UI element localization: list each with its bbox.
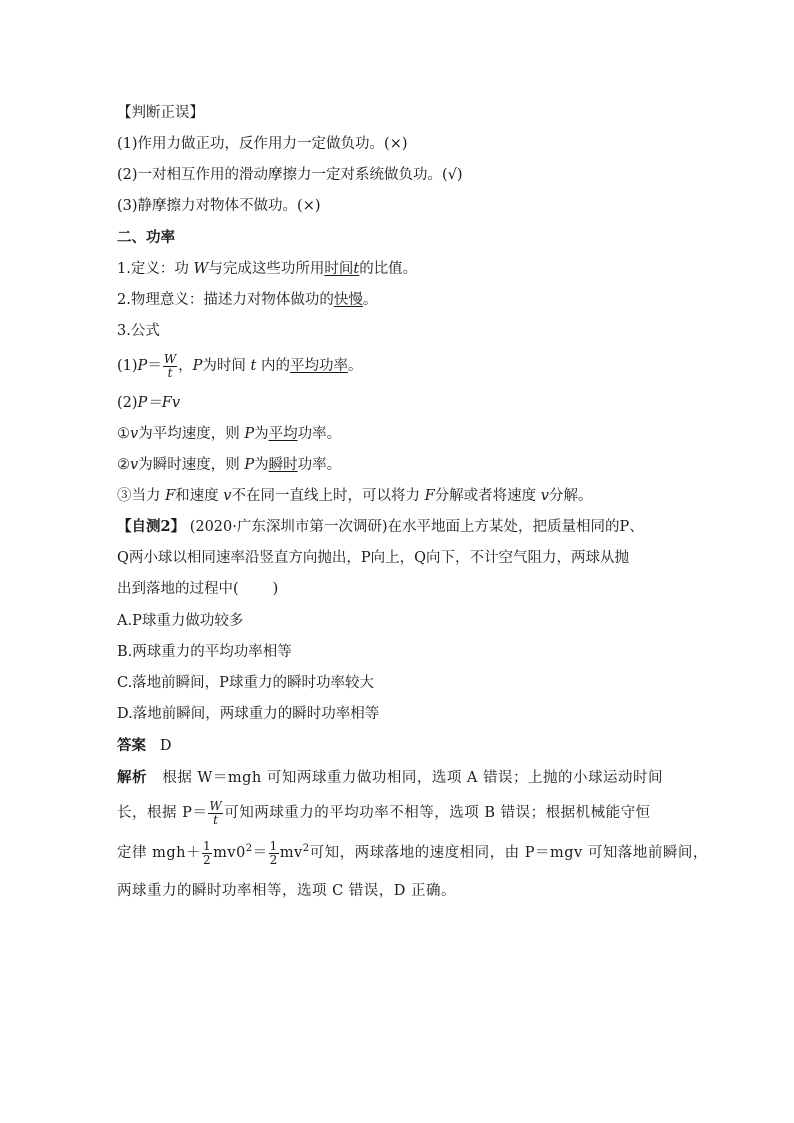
question-line-1 [117,517,644,537]
denominator: t [213,812,219,827]
statement-3 [117,196,321,216]
formula-heading [117,321,160,341]
option-c [117,673,374,693]
text: ③当力 [117,488,166,504]
text: 时间 [324,261,354,277]
question-text: Q两小球以相同速率沿竖直方向抛出，P向上，Q向下，不计空气阻力，两球从抛 [117,550,630,566]
explanation-text: 根据 W＝mgh 可知两球重力做功相同，选项 A 错误；上抛的小球运动时间 [162,770,664,786]
explanation-text: 定律 mgh＋ [117,845,201,861]
question-text: 出到落地的过程中( [117,581,239,597]
case-3-line [117,486,592,506]
text: 3.公式 [117,323,160,339]
denominator: 2 [269,852,278,867]
text: 1.定义：功 [117,261,194,277]
option-b [117,642,292,662]
symbol-v: v [130,426,139,442]
text: ① [117,426,130,442]
text: 分解或者将速度 [434,488,541,504]
symbol-f: F [424,488,435,504]
denominator: t [167,365,173,380]
explanation-text: 长，根据 P＝ [117,805,208,821]
title-text: 【判断正误】 [117,105,204,121]
fraction-one-half [269,840,279,867]
text: 功率。 [297,426,342,442]
question-text: ) [272,581,279,597]
symbol-v: v [540,488,549,504]
section-title-power [117,228,175,248]
text: ② [117,457,130,473]
option-text: D.落地前瞬间，两球重力的瞬时功率相等 [117,706,380,722]
text: 。 [362,292,378,308]
statement-text: (3)静摩擦力对物体不做功。(×) [117,198,321,214]
fraction-w-over-t [208,800,223,827]
text: 为平均速度，则 [138,426,245,442]
statement-text: (2)一对相互作用的滑动摩擦力一定对系统做负功。(√) [117,167,463,183]
explanation-text: mv [279,845,303,861]
explanation-line-1 [117,768,663,788]
symbol-w: W [193,261,209,277]
explanation-text: ＝ [252,845,268,861]
explanation-label: 解析 [117,769,147,786]
text: ＝ [147,358,162,374]
formula-1-line [117,352,362,380]
symbol-v: v [130,457,139,473]
text: 为时间 [202,358,251,374]
answer-line [117,736,171,756]
text: 为 [254,457,269,473]
statement-1 [117,134,408,154]
superscript: 2 [302,843,310,855]
denominator: 2 [202,852,212,867]
underlined-text: 快慢 [333,292,363,308]
symbol-v: v [223,488,232,504]
fraction-w-over-t [163,353,177,380]
symbol-p: P [244,426,255,442]
explanation-line-3 [117,839,708,867]
section-title-true-false [117,103,204,123]
option-a [117,611,243,631]
option-d [117,704,379,724]
text: 为瞬时速度，则 [138,457,245,473]
numerator: 1 [202,838,212,853]
symbol-p: P [137,358,148,374]
underlined-text: 平均功率 [289,358,348,374]
text: 分解。 [548,488,593,504]
title-text: 二、功率 [117,229,175,246]
symbol-p: P [244,457,255,473]
underlined-text: 瞬时 [268,457,298,473]
text: 不在同一直线上时，可以将力 [231,488,425,504]
text: 和速度 [175,488,224,504]
explanation-text: 可知，两球落地的速度相同，由 P＝mgv 可知落地前瞬间， [309,845,708,861]
superscript: 2 [245,843,253,855]
text: 。 [347,358,363,374]
explanation-line-2 [117,799,651,827]
underlined-text: 平均 [268,426,298,442]
explanation-line-4 [117,881,456,901]
explanation-text: 两球重力的瞬时功率相等，选项 C 错误，D 正确。 [117,883,457,899]
answer-value: D [159,738,172,754]
text: 的比值。 [359,261,418,277]
text: (1) [117,358,138,374]
question-text: (2020·广东深圳市第一次调研)在水平地面上方某处，把质量相同的P、 [185,519,644,535]
symbol-p: P [192,358,203,374]
case-1-line [117,424,341,444]
text: ， [178,358,193,374]
text: 为 [254,426,269,442]
text: 2.物理意义：描述力对物体做功的 [117,292,334,308]
definition-line [117,259,417,279]
numerator: W [163,351,177,366]
numerator: 1 [269,838,278,853]
question-line-3 [117,579,278,599]
underlined-time [324,261,359,277]
fraction-one-half [202,840,212,867]
symbol-t: t [353,261,360,277]
symbol-t: t [250,358,257,374]
question-tag: 【自测2】 [117,518,186,535]
question-line-2 [117,548,629,568]
formula-expression: P＝Fv [137,395,181,411]
case-2-line [117,455,341,475]
text: (2) [117,395,138,411]
option-text: C.落地前瞬间，P球重力的瞬时功率较大 [117,675,374,691]
option-text: B.两球重力的平均功率相等 [117,644,292,660]
statement-text: (1)作用力做正功，反作用力一定做负功。(×) [117,136,408,152]
text: 与完成这些功所用 [208,261,325,277]
option-text: A.P球重力做功较多 [117,613,244,629]
symbol-f: F [165,488,176,504]
formula-2-line [117,393,180,413]
statement-2 [117,165,463,185]
explanation-text: 可知两球重力的平均功率不相等，选项 B 错误；根据机械能守恒 [224,805,651,821]
meaning-line [117,290,377,310]
text: 内的 [256,358,290,374]
numerator: W [209,798,223,813]
explanation-text: mv0 [213,845,246,861]
answer-label: 答案 [117,737,146,754]
text: 功率。 [297,457,342,473]
